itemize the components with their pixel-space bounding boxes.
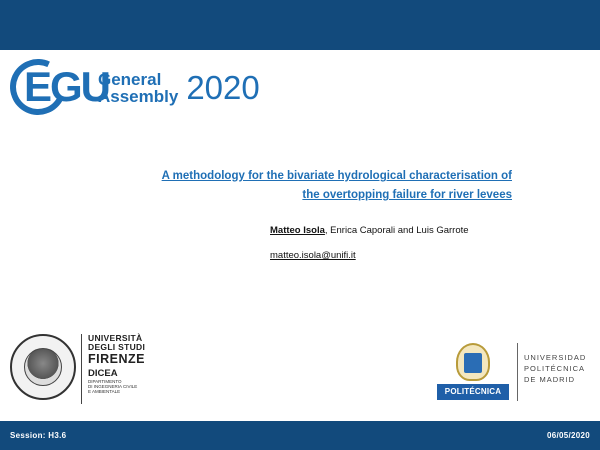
title-line-2: the overtopping failure for river levees bbox=[302, 189, 512, 201]
dicea-line-1: DIPARTIMENTO bbox=[88, 379, 122, 384]
egu-assembly: Assembly bbox=[98, 87, 179, 106]
egu-year: 2020 bbox=[186, 69, 260, 106]
egu-mark bbox=[10, 57, 110, 117]
unifi-logo bbox=[10, 334, 150, 404]
author-list bbox=[270, 225, 469, 236]
unifi-text bbox=[88, 334, 145, 394]
lead-author: Matteo Isola bbox=[270, 225, 325, 236]
top-banner bbox=[0, 0, 600, 50]
dicea-line-2: DI INGEGNERIA CIVILE bbox=[88, 384, 138, 389]
unifi-line-1: UNIVERSITÀ bbox=[88, 333, 143, 343]
footer-bar bbox=[0, 421, 600, 450]
unifi-divider bbox=[81, 334, 82, 404]
title-line-1: A methodology for the bivariate hydrological characterisation of bbox=[161, 170, 512, 182]
date-label: 06/05/2020 bbox=[546, 431, 590, 440]
upm-line-3: DE MADRID bbox=[524, 375, 576, 384]
upm-crest-icon bbox=[456, 343, 490, 381]
egu-logo bbox=[10, 57, 260, 117]
seal-figure-icon bbox=[24, 348, 62, 386]
presentation-title bbox=[72, 167, 512, 205]
contact-email[interactable]: matteo.isola@unifi.it bbox=[270, 250, 356, 261]
unifi-line-2: DEGLI STUDI bbox=[88, 342, 146, 352]
upm-line-1: UNIVERSIDAD bbox=[524, 353, 587, 362]
session-label: Session: H3.6 bbox=[10, 431, 67, 440]
co-authors: , Enrica Caporali and Luis Garrote bbox=[324, 225, 469, 236]
upm-logo bbox=[437, 343, 597, 403]
upm-badge bbox=[437, 343, 509, 400]
egu-words bbox=[98, 71, 178, 105]
dicea-line-3: E AMBIENTALE bbox=[88, 389, 121, 394]
unifi-seal-icon bbox=[10, 334, 76, 400]
egu-letters: EGU bbox=[24, 63, 110, 110]
upm-divider bbox=[517, 343, 518, 401]
upm-text bbox=[524, 352, 586, 385]
unifi-line-3: FIRENZE bbox=[88, 352, 145, 366]
egu-general: General bbox=[98, 70, 162, 89]
upm-badge-label: POLITÉCNICA bbox=[437, 384, 509, 400]
dicea-label: DICEA bbox=[88, 368, 118, 379]
upm-line-2: POLITÉCNICA bbox=[524, 364, 586, 373]
crest-shield-icon bbox=[464, 353, 482, 373]
